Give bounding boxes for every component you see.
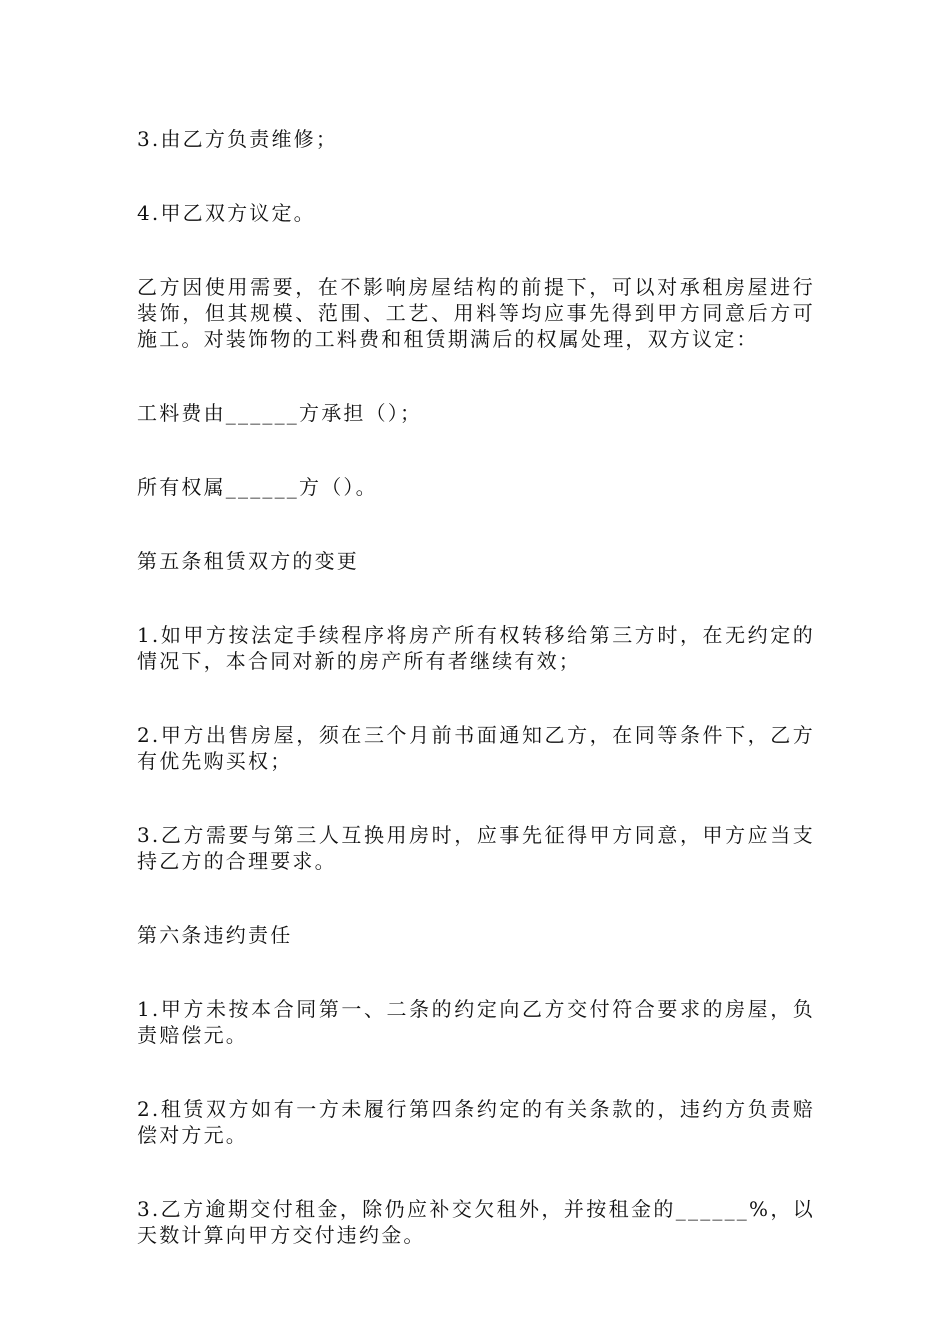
ownership-line: 所有权属______方（）。 bbox=[137, 475, 378, 499]
article-six-item-3: 3.乙方逾期交付租金，除仍应补交欠租外，并按租金的______%，以天数计算向甲方交付违约金。 bbox=[137, 1197, 815, 1247]
article-five-heading: 第五条租赁双方的变更 bbox=[137, 549, 359, 573]
material-cost-line: 工料费由______方承担（）； bbox=[137, 401, 423, 425]
article-five-item-2: 2.甲方出售房屋，须在三个月前书面通知乙方，在同等条件下，乙方有优先购买权； bbox=[137, 723, 815, 773]
article-six-item-2: 2.租赁双方如有一方未履行第四条约定的有关条款的，违约方负责赔偿对方元。 bbox=[137, 1097, 815, 1147]
clause-mutual-agreement: 4.甲乙双方议定。 bbox=[137, 201, 316, 225]
article-six-heading: 第六条违约责任 bbox=[137, 923, 293, 947]
article-six-item-1: 1.甲方未按本合同第一、二条的约定向乙方交付符合要求的房屋，负责赔偿元。 bbox=[137, 997, 815, 1047]
decoration-paragraph: 乙方因使用需要，在不影响房屋结构的前提下，可以对承租房屋进行装饰，但其规模、范围、工艺、用料等均应事先得到甲方同意后方可施工。对装饰物的工料费和租赁期满后的权属处理，双方议定： bbox=[137, 275, 815, 351]
clause-repair-party: 3.由乙方负责维修； bbox=[137, 127, 339, 151]
article-five-item-3: 3.乙方需要与第三人互换用房时，应事先征得甲方同意，甲方应当支持乙方的合理要求。 bbox=[137, 823, 815, 873]
article-five-item-1: 1.如甲方按法定手续程序将房产所有权转移给第三方时，在无约定的情况下，本合同对新的房产所有者继续有效； bbox=[137, 623, 815, 673]
